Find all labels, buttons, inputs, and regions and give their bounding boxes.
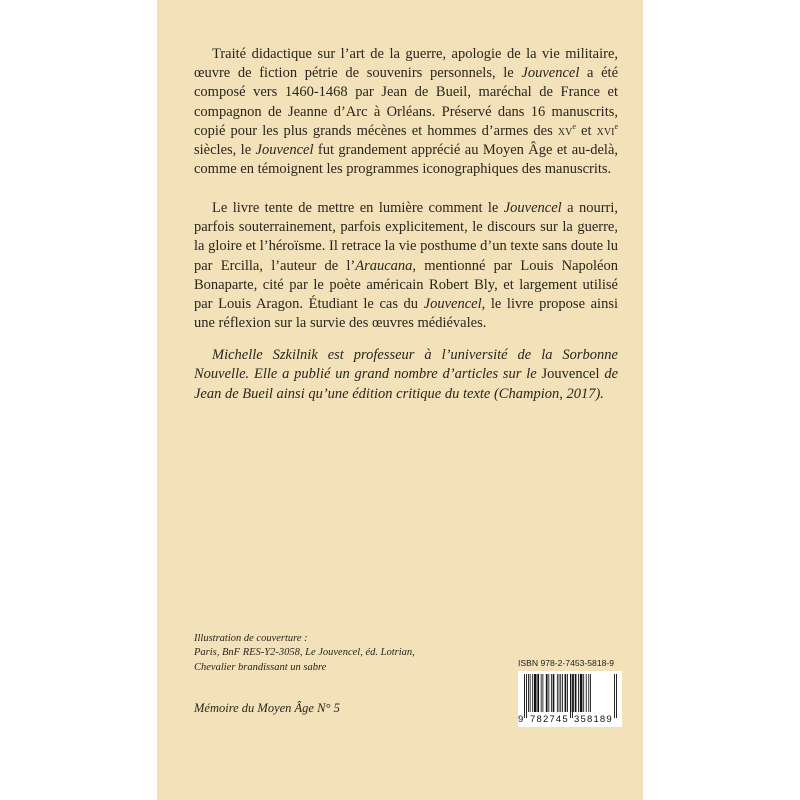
text-line: Préservé dans 16 manuscrits, copié pour les plus grands mécènes <box>194 103 618 139</box>
barcode-bar <box>537 674 539 712</box>
text-line: et hommes d’armes des <box>411 122 558 139</box>
text-line: a <box>561 200 574 216</box>
barcode-bar <box>580 674 583 712</box>
superscript: e <box>614 121 618 131</box>
description-paragraph-1 <box>194 45 618 179</box>
credit-line: Illustration de couverture : <box>194 633 308 644</box>
text-line: texte sans doute lu par Ercilla, l’auteur de l’ <box>194 238 618 274</box>
description-paragraph-2 <box>194 199 618 333</box>
barcode-guard-bar <box>614 674 615 718</box>
text-line: siècles, le <box>194 142 256 159</box>
barcode-bar <box>583 674 584 712</box>
barcode-guard-bar <box>526 674 527 718</box>
barcode-bar <box>557 674 558 712</box>
century-numeral: xv <box>557 122 573 139</box>
text-line: , mentionné <box>412 257 486 274</box>
barcode-bar <box>588 674 589 712</box>
barcode-bar <box>586 674 587 712</box>
credit-line: Chevalier brandissant un sabre <box>194 661 327 673</box>
text-line: Le livre tente de mettre en lumière comment le <box>212 200 504 216</box>
title-italic: Jouvencel <box>255 142 314 159</box>
author-bio <box>194 346 618 404</box>
barcode-digits-right: 358189 <box>574 714 613 725</box>
barcode-bar <box>532 674 533 712</box>
barcode-bar <box>575 674 577 712</box>
text-line: grandement apprécié au Moyen Âge et au-delà, comme en <box>194 142 619 178</box>
text-line: Bly, et largement utilisé par Louis Aragon. Étudiant le cas du <box>194 276 618 313</box>
century-numeral: xvi <box>596 122 615 139</box>
isbn-label: ISBN 978-2-7453-5818-9 <box>518 658 615 668</box>
barcode-guard-bar <box>572 674 573 718</box>
text-line: maréchal de France et compagnon de Jeanne d’Arc à Orléans. <box>194 84 618 120</box>
text-line: , le livre propose ainsi une réflexion sur la survie des <box>194 296 618 332</box>
barcode-bar <box>553 674 555 712</box>
title-italic: Araucana <box>355 257 413 274</box>
barcode-bar <box>541 674 542 712</box>
text-line: nourri, parfois souterrainement, parfois explicitement, le discours <box>194 200 619 236</box>
text-line: et <box>575 122 597 139</box>
isbn-barcode <box>518 671 622 727</box>
barcode-bar <box>542 674 543 712</box>
series-name: Mémoire du Moyen Âge N° 5 <box>194 701 340 715</box>
barcode-bar <box>530 674 531 712</box>
cover-illustration-credit <box>194 632 514 675</box>
credit-line: Paris, BnF RES-Y2-3058, Le Jouvencel, éd. Lotrian, <box>194 647 415 659</box>
text-line: par Louis Napoléon Bonaparte, cité par le poète américain Robert <box>194 257 618 293</box>
text-line: a été composé vers 1460-1468 par Jean de Bueil, <box>194 65 619 101</box>
text-line: militaire, œuvre de fiction pétrie de souvenirs personnels, le <box>194 46 619 82</box>
barcode-bar <box>565 674 567 712</box>
title-italic: Jouvencel <box>521 65 580 82</box>
barcode-bar <box>560 674 561 712</box>
barcode-bar <box>548 674 549 712</box>
barcode-bar <box>573 674 574 712</box>
bio-text: de Jean de Bueil ainsi qu’une édition critique du texte (Champion, 2017). <box>194 366 619 402</box>
barcode-bar <box>567 674 568 712</box>
text-line: œuvres médiévales. <box>371 315 487 332</box>
text-line: témoignent les programmes iconographiques des manuscrits. <box>257 161 612 178</box>
barcode-guard-bar <box>616 674 617 718</box>
barcode-bar <box>534 674 537 712</box>
barcode-guard-bar <box>524 674 525 718</box>
barcode-bar <box>528 674 529 712</box>
barcode-bar <box>546 674 548 712</box>
barcode-bar <box>551 674 552 712</box>
barcode-digits <box>518 714 622 726</box>
title-upright: Jouvencel <box>541 366 600 383</box>
barcode-bar <box>578 674 579 712</box>
title-italic: Jouvencel <box>423 296 482 313</box>
bio-text: Michelle Szkilnik est professeur à l’université de la Sorbonne Nouvelle. Elle a publié un grand nombre d’articles sur le <box>194 347 618 383</box>
barcode-digit-prefix: 9 <box>518 714 524 725</box>
superscript: e <box>572 121 576 131</box>
barcode-bar <box>562 674 563 712</box>
barcode-digits-left: 782745 <box>530 714 569 725</box>
text-line: sur la guerre, la gloire et l’héroïsme. Il retrace la vie posthume d’un <box>194 219 618 255</box>
barcode-guard-bar <box>570 674 571 718</box>
text-line: Traité didactique sur l’art de la guerre, apologie de la vie <box>212 46 560 62</box>
barcode-bar <box>559 674 560 712</box>
title-italic: Jouvencel <box>503 200 562 216</box>
text-line: fut <box>313 142 335 159</box>
barcode-bar <box>590 674 591 712</box>
